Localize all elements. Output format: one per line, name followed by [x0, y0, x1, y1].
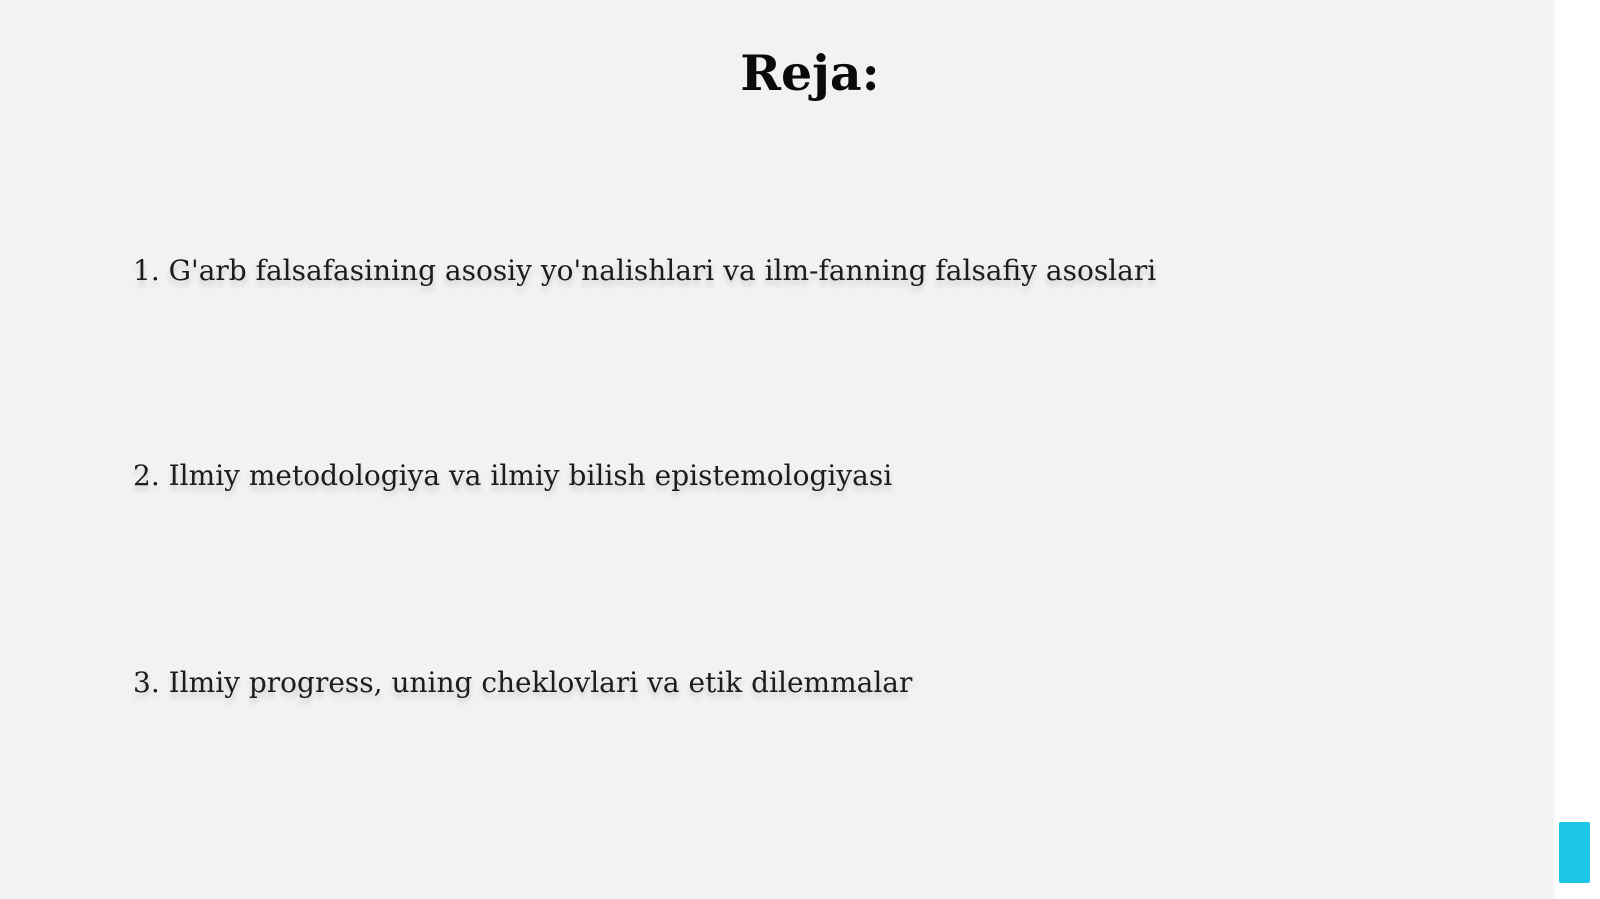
plan-item-text: Ilmiy metodologiya va ilmiy bilish epistemologiyasi — [168, 459, 893, 492]
slide-title: Reja: — [740, 44, 880, 102]
plan-item-text: G'arb falsafasining asosiy yo'nalishlari va ilm-fanning falsafiy asoslari — [168, 254, 1157, 287]
plan-item-1 — [133, 251, 1156, 291]
scroll-handle[interactable] — [1559, 822, 1590, 883]
plan-item-text: Ilmiy progress, uning cheklovlari va etik dilemmalar — [168, 666, 913, 699]
plan-item-number: 1. — [133, 254, 160, 287]
plan-item-number: 2. — [133, 459, 160, 492]
side-gutter — [1553, 0, 1600, 899]
plan-item-3 — [133, 663, 912, 703]
plan-item-2 — [133, 456, 892, 496]
plan-item-number: 3. — [133, 666, 160, 699]
